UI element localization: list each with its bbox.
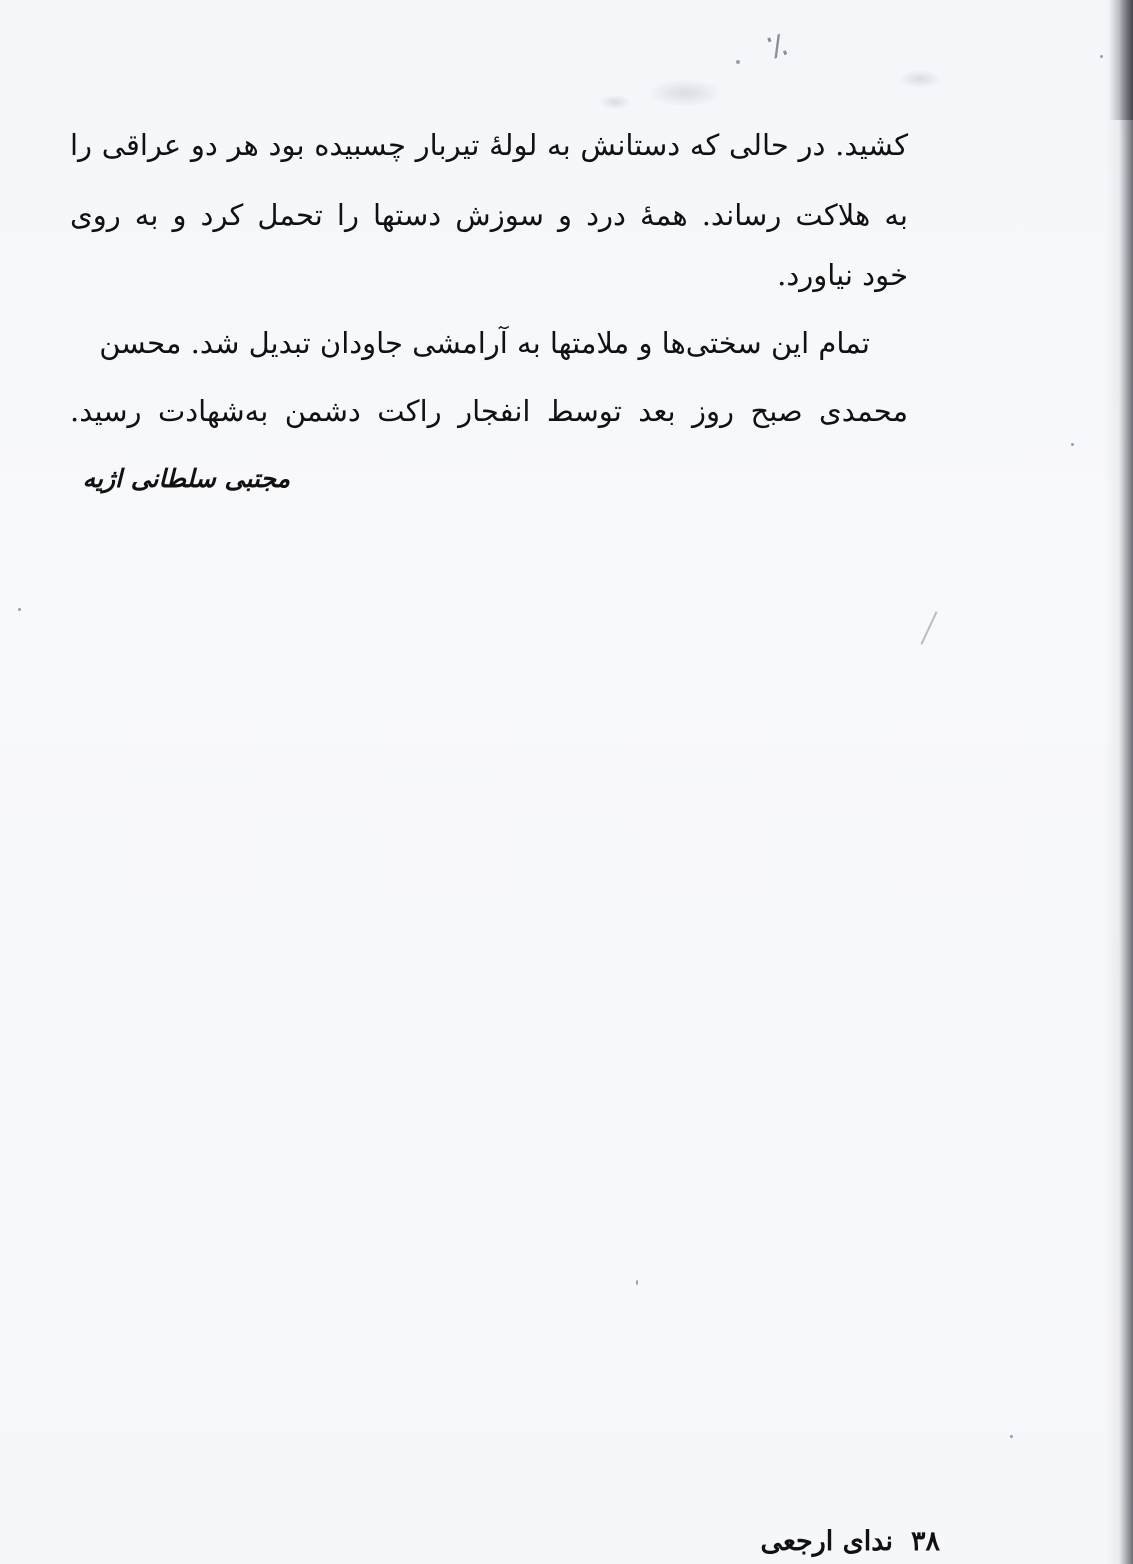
scan-speck bbox=[18, 608, 21, 611]
paper-smudge bbox=[600, 95, 630, 109]
scan-speck bbox=[1010, 1435, 1013, 1438]
scan-speck bbox=[1071, 443, 1074, 446]
paragraph-2-line-2: محمدی صبح روز بعد توسط انفجار راکت دشمن به‌شهادت رسید. bbox=[70, 394, 908, 428]
handwritten-mark: ٪ bbox=[761, 24, 793, 68]
paragraph-1-line-1: کشید. در حالی که دستانش به لولهٔ تیربار چسبیده بود هر دو عراقی را bbox=[70, 128, 908, 162]
scan-edge-shadow bbox=[1105, 0, 1133, 1564]
page-number: ۳۸ bbox=[910, 1526, 940, 1557]
scan-scratch bbox=[920, 611, 937, 644]
paragraph-1-line-3: خود نیاورد. bbox=[777, 258, 908, 292]
scan-edge-shadow-top bbox=[1109, 0, 1133, 120]
page-footer bbox=[700, 1526, 940, 1557]
author-signature: مجتبی سلطانی اژیه bbox=[82, 464, 290, 493]
paragraph-1-line-2: به هلاکت رساند. همهٔ درد و سوزش دستها را تحمل کرد و به روی bbox=[70, 198, 908, 232]
paper-smudge bbox=[650, 80, 720, 106]
paragraph-2-line-1: تمام این سختی‌ها و ملامتها به آرامشی جاودان تبدیل شد. محسن bbox=[99, 326, 870, 360]
publication-title: ندای ارجعی bbox=[760, 1526, 893, 1557]
scan-speck bbox=[1100, 55, 1103, 58]
scan-speck bbox=[736, 60, 740, 64]
paper-smudge bbox=[900, 70, 940, 88]
scan-speck bbox=[636, 1280, 638, 1285]
